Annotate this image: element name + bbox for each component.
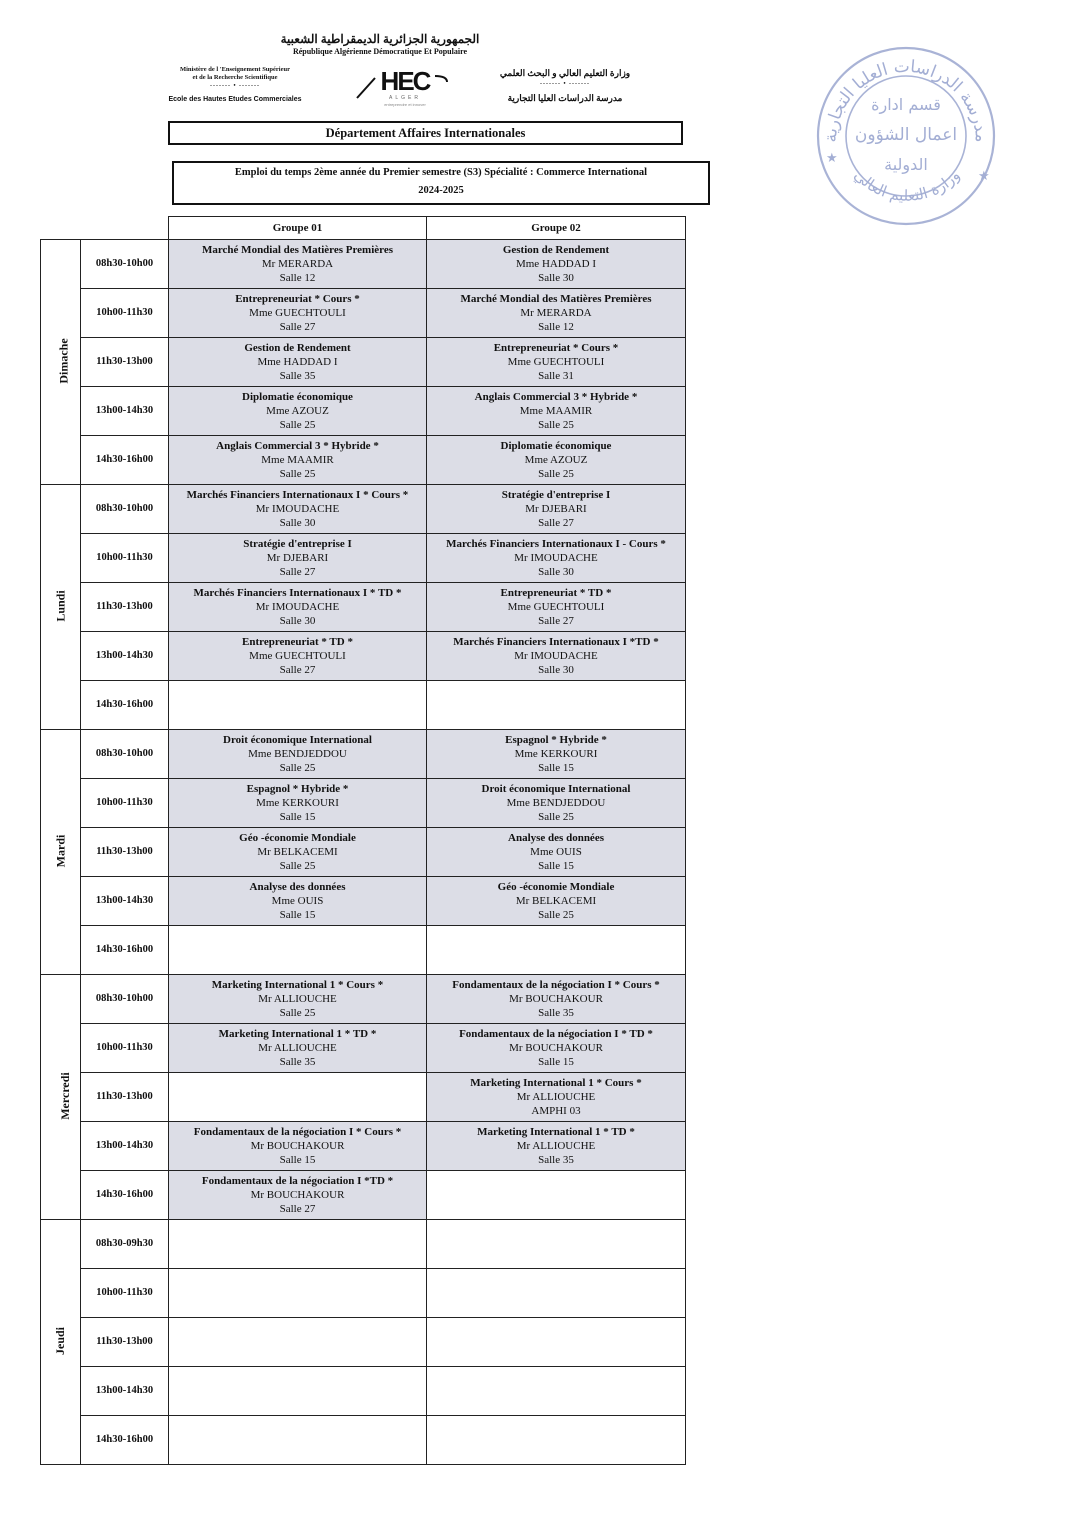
hec-logo-subtitle: ALGER: [389, 95, 421, 101]
time-slot: 13h00-14h30: [81, 1122, 169, 1171]
group-02-cell: [427, 730, 686, 779]
group-02-cell: [427, 534, 686, 583]
group-02-cell: [427, 975, 686, 1024]
stamp-line2: اعمال الشؤون: [854, 125, 958, 145]
course-title: Marketing International 1 * TD *: [218, 1028, 377, 1040]
table-row: [41, 1318, 686, 1367]
course-teacher: Mr MERARDA: [520, 307, 592, 319]
time-slot: 08h30-10h00: [81, 240, 169, 289]
course-teacher: Mme OUIS: [271, 895, 324, 907]
time-slot: 13h00-14h30: [81, 387, 169, 436]
group-01-cell: [169, 1024, 427, 1073]
time-slot: 14h30-16h00: [81, 1416, 169, 1465]
course-title: Anglais Commercial 3 * Hybride *: [216, 440, 379, 452]
group-01-cell: [169, 1416, 427, 1465]
time-slot: 11h30-13h00: [81, 338, 169, 387]
group-01-cell: [169, 240, 427, 289]
table-row: [41, 1367, 686, 1416]
course-teacher: Mme GUECHTOULI: [507, 356, 605, 368]
course-room: Salle 31: [538, 370, 574, 382]
course-teacher: Mme BENDJEDDOU: [248, 748, 347, 760]
schedule-title-line1: Emploi du temps 2ème année du Premier semestre (S3) Spécialité : Commerce International: [234, 167, 648, 178]
course-room: Salle 25: [279, 419, 316, 431]
course-room: Salle 12: [538, 321, 574, 333]
day-label-cell: [41, 975, 81, 1220]
table-row: [41, 632, 686, 681]
course-title: Analyse des données: [249, 881, 346, 893]
column-header-group-02: Groupe 02: [427, 217, 686, 240]
course-room: Salle 15: [538, 762, 574, 774]
course-room: Salle 27: [538, 517, 574, 529]
course-teacher: Mr IMOUDACHE: [514, 650, 598, 662]
course-teacher: Mme HADDAD I: [257, 356, 338, 368]
group-01-cell: [169, 1318, 427, 1367]
course-room: Salle 25: [538, 909, 574, 921]
stamp-outer-text: مدرسة الدراسات العليا التجارية: [820, 56, 992, 143]
day-label: Lundi: [53, 590, 68, 622]
course-teacher: Mme MAAMIR: [519, 405, 593, 417]
group-01-cell: [169, 289, 427, 338]
course-teacher: Mr BELKACEMI: [515, 895, 597, 907]
day-label: Mardi: [53, 834, 68, 868]
group-01-cell: [169, 387, 427, 436]
table-row: [41, 1122, 686, 1171]
hec-logo-text: HEC: [380, 66, 430, 96]
time-slot: 14h30-16h00: [81, 436, 169, 485]
course-room: Salle 30: [538, 272, 574, 284]
ministry-arabic-line: وزارة التعليم العالي و البحث العلمي: [499, 68, 631, 78]
group-02-cell: [427, 583, 686, 632]
group-01-cell: [169, 681, 427, 730]
course-room: Salle 25: [279, 860, 316, 872]
stamp-line3: الدولية: [884, 155, 928, 174]
course-room: Salle 27: [279, 321, 316, 333]
course-room: AMPHI 03: [531, 1105, 581, 1117]
course-teacher: Mr MERARDA: [261, 258, 334, 270]
course-room: Salle 35: [538, 1154, 574, 1166]
group-01-cell: [169, 828, 427, 877]
schedule-title-year: 2024-2025: [418, 185, 464, 196]
time-slot: 13h00-14h30: [81, 877, 169, 926]
group-02-cell: [427, 632, 686, 681]
table-row: [41, 828, 686, 877]
course-title: Analyse des données: [508, 832, 604, 844]
table-row: [41, 1171, 686, 1220]
time-slot: 13h00-14h30: [81, 1367, 169, 1416]
course-room: Salle 25: [279, 762, 316, 774]
ministry-french-line1: Ministère de l 'Enseignement Supérieur: [179, 66, 290, 73]
stamp-bottom-text: وزارة التعليم العالي: [850, 166, 964, 205]
group-01-cell: [169, 534, 427, 583]
group-02-cell: [427, 1269, 686, 1318]
course-room: Salle 15: [538, 860, 574, 872]
course-title: Marketing International 1 * TD *: [477, 1126, 635, 1138]
course-title: Fondamentaux de la négociation I * Cours *: [452, 979, 660, 991]
table-row: [41, 289, 686, 338]
course-title: Anglais Commercial 3 * Hybride *: [474, 391, 638, 403]
table-row: [41, 877, 686, 926]
course-title: Stratégie d'entreprise I: [501, 489, 611, 501]
course-title: Diplomatie économique: [500, 440, 612, 452]
group-02-cell: [427, 1024, 686, 1073]
school-french: Ecole des Hautes Etudes Commerciales: [168, 96, 302, 103]
course-teacher: Mr IMOUDACHE: [255, 503, 340, 515]
group-02-cell: [427, 1367, 686, 1416]
table-row: [41, 583, 686, 632]
group-02-cell: [427, 828, 686, 877]
group-01-cell: [169, 1220, 427, 1269]
time-slot: 11h30-13h00: [81, 1318, 169, 1367]
group-01-cell: [169, 1073, 427, 1122]
course-title: Fondamentaux de la négociation I *TD *: [201, 1175, 394, 1187]
course-teacher: Mme GUECHTOULI: [507, 601, 605, 613]
table-row: [41, 1024, 686, 1073]
course-teacher: Mme GUECHTOULI: [249, 307, 346, 319]
group-01-cell: [169, 485, 427, 534]
time-slot: 10h00-11h30: [81, 1024, 169, 1073]
group-02-cell: [427, 436, 686, 485]
course-room: Salle 27: [279, 664, 316, 676]
course-room: Salle 30: [538, 664, 574, 676]
group-01-cell: [169, 975, 427, 1024]
time-slot: 08h30-10h00: [81, 730, 169, 779]
group-01-cell: [169, 436, 427, 485]
course-room: Salle 25: [538, 811, 574, 823]
course-title: Entrepreneuriat * TD *: [242, 636, 353, 648]
table-row: [41, 240, 686, 289]
day-label-cell: [41, 485, 81, 730]
course-room: Salle 35: [279, 1056, 316, 1068]
course-title: Marchés Financiers Internationaux I * Cours *: [186, 489, 409, 501]
group-02-cell: [427, 1416, 686, 1465]
group-02-cell: [427, 387, 686, 436]
group-01-cell: [169, 583, 427, 632]
course-title: Espagnol * Hybride *: [246, 783, 349, 795]
course-teacher: Mr BOUCHAKOUR: [250, 1189, 345, 1201]
course-title: Gestion de Rendement: [502, 244, 610, 256]
time-slot: 08h30-10h00: [81, 485, 169, 534]
course-room: Salle 15: [279, 909, 316, 921]
course-title: Droit économique International: [223, 734, 372, 746]
timetable-body: [41, 240, 686, 1465]
course-title: Marchés Financiers Internationaux I - Cours *: [446, 538, 666, 550]
ministry-french-divider: ------- • -------: [209, 83, 261, 89]
time-slot: 10h00-11h30: [81, 534, 169, 583]
group-02-cell: [427, 779, 686, 828]
course-teacher: Mr ALLIOUCHE: [258, 1042, 337, 1054]
group-01-cell: [169, 632, 427, 681]
time-slot: 11h30-13h00: [81, 1073, 169, 1122]
course-teacher: Mr DJEBARI: [266, 552, 329, 564]
course-title: Géo -économie Mondiale: [239, 832, 356, 844]
course-room: Salle 15: [279, 1154, 316, 1166]
group-01-cell: [169, 730, 427, 779]
course-teacher: Mme KERKOURI: [256, 797, 339, 809]
course-room: Salle 27: [279, 566, 316, 578]
course-title: Entrepreneuriat * Cours *: [493, 342, 619, 354]
course-teacher: Mr BELKACEMI: [257, 846, 338, 858]
time-slot: 14h30-16h00: [81, 681, 169, 730]
ministry-french: [135, 66, 335, 90]
course-teacher: Mr ALLIOUCHE: [516, 1091, 596, 1103]
time-slot: 11h30-13h00: [81, 583, 169, 632]
course-teacher: Mr ALLIOUCHE: [516, 1140, 596, 1152]
course-teacher: Mr IMOUDACHE: [514, 552, 598, 564]
course-title: Marketing International 1 * Cours *: [211, 979, 384, 991]
group-02-cell: [427, 877, 686, 926]
group-01-cell: [169, 1269, 427, 1318]
course-teacher: Mr BOUCHAKOUR: [509, 1042, 603, 1054]
course-title: Entrepreneuriat * TD *: [500, 587, 612, 599]
course-teacher: Mr DJEBARI: [525, 503, 587, 515]
table-row: [41, 1220, 686, 1269]
republic-arabic: الجمهورية الجزائرية الديمقراطية الشعبية: [280, 32, 480, 46]
course-title: Marketing International 1 * Cours *: [470, 1077, 642, 1089]
time-slot: 13h00-14h30: [81, 632, 169, 681]
time-slot: 08h30-09h30: [81, 1220, 169, 1269]
course-room: Salle 25: [538, 419, 574, 431]
ministry-french-line2: et de la Recherche Scientifique: [192, 74, 278, 81]
time-slot: 10h00-11h30: [81, 779, 169, 828]
group-02-cell: [427, 681, 686, 730]
ministry-arabic-divider: ------- • -------: [539, 81, 591, 87]
course-room: Salle 30: [538, 566, 574, 578]
group-02-cell: [427, 1220, 686, 1269]
day-label: Jeudi: [53, 1326, 68, 1356]
day-label: Dimache: [56, 338, 71, 384]
group-01-cell: [169, 877, 427, 926]
course-title: Marchés Financiers Internationaux I *TD *: [453, 636, 659, 648]
day-label-cell: [41, 1220, 81, 1465]
day-label: Mercredi: [57, 1072, 72, 1120]
group-02-cell: [427, 240, 686, 289]
course-title: Entrepreneuriat * Cours *: [235, 293, 360, 305]
course-title: Géo -économie Mondiale: [497, 881, 615, 893]
course-title: Marché Mondial des Matières Premières: [201, 244, 394, 256]
group-02-cell: [427, 1073, 686, 1122]
department-stamp: [812, 42, 1000, 230]
table-row: [41, 975, 686, 1024]
course-title: Marchés Financiers Internationaux I * TD *: [193, 587, 402, 599]
course-teacher: Mme HADDAD I: [515, 258, 597, 270]
column-header-group-01: Groupe 01: [169, 217, 427, 240]
star-icon-left: ★: [826, 150, 838, 165]
republic-french: République Algérienne Démocratique Et Populaire: [292, 47, 468, 56]
table-row: [41, 485, 686, 534]
course-teacher: Mme KERKOURI: [514, 748, 598, 760]
time-slot: 11h30-13h00: [81, 828, 169, 877]
table-row: [41, 926, 686, 975]
group-02-cell: [427, 338, 686, 387]
group-02-cell: [427, 485, 686, 534]
star-icon-right: ★: [978, 168, 990, 183]
group-02-cell: [427, 1171, 686, 1220]
course-room: Salle 12: [279, 272, 316, 284]
schedule-title: [172, 161, 710, 205]
course-title: Gestion de Rendement: [244, 342, 351, 354]
time-slot: 08h30-10h00: [81, 975, 169, 1024]
hec-logo-tagline: entreprendre et innover: [384, 102, 426, 107]
course-teacher: Mme OUIS: [530, 846, 582, 858]
header-blank: [41, 217, 169, 240]
course-title: Fondamentaux de la négociation I * Cours *: [193, 1126, 402, 1138]
group-01-cell: [169, 1367, 427, 1416]
course-title: Marché Mondial des Matières Premières: [460, 293, 652, 305]
group-02-cell: [427, 1318, 686, 1367]
group-02-cell: [427, 1122, 686, 1171]
group-01-cell: [169, 779, 427, 828]
time-slot: 10h00-11h30: [81, 1269, 169, 1318]
ministry-arabic: [455, 68, 675, 90]
day-label-cell: [41, 240, 81, 485]
table-row: [41, 681, 686, 730]
stamp-line1: قسم ادارة: [871, 95, 941, 114]
course-room: Salle 27: [538, 615, 574, 627]
course-room: Salle 30: [279, 517, 316, 529]
department-title: Département Affaires Internationales: [168, 121, 683, 145]
course-teacher: Mr IMOUDACHE: [255, 601, 340, 613]
time-slot: 10h00-11h30: [81, 289, 169, 338]
group-01-cell: [169, 338, 427, 387]
course-teacher: Mme GUECHTOULI: [249, 650, 346, 662]
course-teacher: Mme MAAMIR: [261, 454, 334, 466]
group-02-cell: [427, 289, 686, 338]
timetable: [40, 216, 686, 1465]
course-title: Espagnol * Hybride *: [505, 734, 607, 746]
course-teacher: Mr BOUCHAKOUR: [509, 993, 603, 1005]
course-room: Salle 35: [538, 1007, 574, 1019]
course-room: Salle 25: [538, 468, 574, 480]
course-room: Salle 30: [279, 615, 316, 627]
table-row: [41, 779, 686, 828]
course-teacher: Mr BOUCHAKOUR: [250, 1140, 345, 1152]
day-label-cell: [41, 730, 81, 975]
time-slot: 14h30-16h00: [81, 926, 169, 975]
table-row: [41, 436, 686, 485]
school-arabic: مدرسة الدراسات العليا التجارية: [507, 93, 623, 103]
table-row: [41, 534, 686, 583]
group-01-cell: [169, 1171, 427, 1220]
table-row: [41, 1073, 686, 1122]
course-title: Diplomatie économique: [242, 391, 353, 403]
course-title: Stratégie d'entreprise I: [243, 538, 352, 550]
group-02-cell: [427, 926, 686, 975]
course-room: Salle 35: [279, 370, 316, 382]
table-row: [41, 1416, 686, 1465]
course-teacher: Mme AZOUZ: [266, 405, 329, 417]
course-room: Salle 25: [279, 1007, 316, 1019]
course-room: Salle 27: [279, 1203, 316, 1215]
course-teacher: Mme AZOUZ: [524, 454, 588, 466]
table-row: [41, 338, 686, 387]
course-teacher: Mr ALLIOUCHE: [258, 993, 337, 1005]
table-row: [41, 730, 686, 779]
course-room: Salle 25: [279, 468, 316, 480]
course-teacher: Mme BENDJEDDOU: [506, 797, 606, 809]
table-row: [41, 387, 686, 436]
group-01-cell: [169, 1122, 427, 1171]
course-room: Salle 15: [279, 811, 316, 823]
time-slot: 14h30-16h00: [81, 1171, 169, 1220]
course-title: Droit économique International: [481, 783, 631, 795]
course-room: Salle 15: [538, 1056, 574, 1068]
course-title: Fondamentaux de la négociation I * TD *: [459, 1028, 653, 1040]
group-01-cell: [169, 926, 427, 975]
table-row: [41, 1269, 686, 1318]
